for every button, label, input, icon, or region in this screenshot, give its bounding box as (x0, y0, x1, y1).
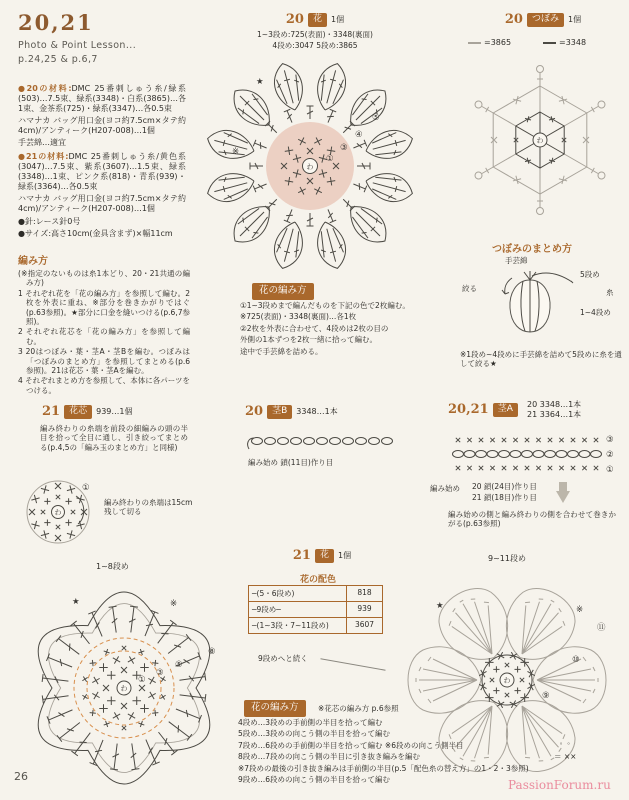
core21-diagram (18, 470, 98, 550)
color-range: ─(5・6段め) (249, 586, 347, 601)
stemA-thread-20: 20 3348…1本 (527, 400, 582, 409)
flower20-heading (240, 12, 390, 27)
page-refs: p.24,25 & p.6,7 (18, 54, 98, 65)
stemB-thread: 3348…1本 (296, 407, 338, 416)
flower-howto-line-4: 外側の1本ずつを2枚一緒に拾って編む。 (240, 335, 378, 345)
materials-21-frame: ハマナカ バッグ用口金(ヨコ約7.5cm×タテ約4cm)/アンティーク(H207-008)…1個 (18, 194, 186, 213)
method-step-1: 1 それぞれ花を「花の編み方」を参照して編む。2枚を外表に重ね、※部分を巻きかがりではぐ(p.63参照)。★部分に口金を縫いつける(p.6,7参照)。 (18, 288, 190, 327)
chain-row (252, 438, 393, 445)
row-1-label: ① (606, 465, 614, 475)
materials-21-text: DMC 25番刺しゅう糸/黄色系(3047)…7.5束、紫系(3607)…1.5束、緑系(3348)…1束、ピンク系(818)・青系(939)・緑系(3364)…各0.5束 (18, 152, 187, 191)
bud20-heading (468, 12, 618, 27)
stemA-diagram (448, 424, 620, 480)
core21-badge: 花芯 (64, 405, 92, 419)
round-5-label: ⑤ (372, 113, 380, 123)
color-table-title: 花の配色 (299, 575, 336, 585)
materials-20-cotton: 手芸綿…適宜 (18, 138, 66, 147)
color-number: 3607 (354, 620, 375, 629)
page-title: 20,21 (18, 10, 94, 35)
core21-thread: 939…1個 (96, 407, 133, 416)
flower20-diagram (198, 54, 423, 279)
color-table (248, 585, 383, 634)
stitch-legend-symbols: ゜゜ (560, 742, 575, 751)
flower20-note1: 1~3段め:725(表面)・3348(裏面) (257, 30, 373, 39)
flower21-howto-badge: 花の編み方 (244, 700, 306, 717)
bud20-number: 20 (504, 12, 523, 27)
color-number: 939 (357, 604, 372, 613)
materials-needle: ●針:レース針0号 (18, 217, 81, 226)
materials-20-label: ●20の材料: (18, 84, 72, 93)
color-number: 818 (357, 588, 372, 597)
page-number: 26 (14, 770, 28, 783)
howto-line-3: 7段め…6段めの手前側の半目を拾って編む ※6段めの向こう側半目 (238, 740, 464, 750)
gray-arrow-head (556, 491, 570, 503)
howto-line-4: 8段め…7段めの向こう側の半目に引き抜き編みを編む (238, 752, 421, 762)
stemB-badge: 茎B (267, 405, 292, 419)
stemB-start-label: 編み始め 鎖(11目)作り目 (248, 458, 334, 467)
stemA-thread-21: 21 3364…1本 (527, 410, 582, 419)
core21-number: 21 (42, 404, 61, 419)
flower21-heading (262, 548, 382, 563)
cotton-label: 手芸綿 (505, 256, 528, 265)
flower20-badge: 花 (308, 13, 327, 27)
row5-label: 5段め (580, 270, 600, 279)
yarn-swatch-gray (468, 42, 481, 44)
round-3-label: ③ (340, 143, 348, 153)
stemB-diagram (245, 428, 400, 454)
round-1-label: ① (326, 154, 334, 164)
knitting-method-title: 編み方 (18, 256, 48, 267)
top-stitch-row (456, 438, 598, 442)
asterisk-mark: ※ (576, 605, 584, 615)
bud20-badge: つぼみ (527, 13, 564, 27)
method-step-3: 3 20はつぼみ・葉・茎A・茎Bを編む。つぼみは「つぼみのまとめ方」を参照してまとめる(p.6参照)。21は花芯・葉・茎Aを編む。 (18, 347, 190, 376)
flower21-howto-lines (238, 718, 554, 786)
yarn-legend-3348 (543, 38, 586, 48)
stemA-badge: 茎A (493, 403, 518, 417)
howto-line-2: 5段め…3段めの向こう側の半目を拾って編む (238, 729, 391, 739)
gray-arrow (556, 482, 570, 503)
stemA-start-label: 編み始め (430, 484, 460, 493)
flower20-number: 20 (285, 12, 304, 27)
materials-20-text: DMC 25番刺しゅう糸/緑系(503)…7.5束、緑系(3348)・白系(3865)…各1束、金茶系(725)・緑系(3347)…各0.5束 (18, 84, 186, 113)
knitting-method (18, 252, 190, 396)
continue-note: 9段めへと続く (258, 654, 308, 663)
chain-row (453, 451, 602, 458)
stemA-heading (448, 402, 518, 417)
stemB-number: 20 (245, 404, 264, 419)
lesson-note: Photo & Point Lesson... (18, 40, 137, 51)
flower20-note2: 4段め:3047 5段め:3865 (272, 41, 358, 50)
round-8-label: ⑧ (208, 647, 216, 657)
knitting-method-steps (18, 269, 190, 395)
rows1-4-label: 1~4段め (580, 308, 611, 317)
squeeze-arrow (502, 278, 512, 294)
thread-label: 糸 (606, 288, 614, 297)
flower-howto-line-3: ②2枚を外表に合わせて、4段めは2枚の目の (240, 323, 389, 333)
round-5-label: ⑤ (175, 660, 183, 670)
core21-note: 編み終わりの糸端を前段の細編みの頭の半目を拾って全目に通し、引き絞ってまとめる(p.4,5の「編み玉のまとめ方」と同様) (40, 424, 188, 452)
asterisk-mark: ※ (170, 599, 178, 609)
star-mark: ★ (72, 597, 80, 607)
materials-21-label: ●21の材料: (18, 152, 69, 161)
stemB-heading (245, 404, 338, 419)
yarn-legend-3348-text: =3348 (559, 38, 587, 47)
materials-size: ●サイズ:高さ10cm(金具含まず)×幅11cm (18, 229, 173, 238)
core21-heading (42, 404, 132, 419)
magic-ring-label: わ (503, 676, 511, 685)
materials-block (18, 84, 186, 241)
star-mark: ★ (256, 77, 264, 87)
yarn-swatch-dark (543, 42, 556, 44)
color-table-row (249, 601, 382, 617)
core21-cut-note: 編み終わりの糸端は15cm残して切る (104, 498, 193, 517)
yarn-legend-3865 (468, 38, 511, 48)
magic-ring-label: わ (54, 508, 62, 517)
magic-ring-label: わ (306, 163, 314, 171)
round-10-label: ⑩ (572, 655, 580, 665)
bud-assembly-title: つぼみのまとめ方 (492, 244, 572, 255)
flower-howto-line-2: ※725(表面)・3348(裏面)…各1枚 (240, 312, 357, 322)
flower-howto-line-1: ①1~3段めまで編んだものを下記の色で2枚編む。 (240, 301, 410, 310)
bud-assembly-note: ※1段め~4段めに手芸綿を詰めて5段めに糸を通して絞る★ (460, 350, 622, 369)
continue-pointer-line (320, 658, 385, 670)
round-4-label: ④ (355, 130, 363, 140)
bud20-diagram (448, 52, 629, 232)
squeeze-label: 絞る (462, 284, 477, 293)
flower21-badge: 花 (315, 549, 334, 563)
round-11-label: ⑪ (597, 623, 606, 633)
howto-line-5: ※7段めの最後の引き抜き編みは手前側の半目(p.5「配色糸の替え方」の1・2・3参照) (238, 763, 529, 773)
stemA-note: 編み始めの側と編み終わりの側を合わせて巻きかがる(p.63参照) (448, 510, 616, 529)
method-step-2: 2 それぞれ花芯を「花の編み方」を参照して編む。 (18, 327, 190, 346)
stemA-cast-20: 20 鎖(24目)作り目 (472, 482, 537, 491)
method-note: (※指定のないものは糸1本どり、20・21共通の編み方) (18, 269, 190, 288)
gray-arrow-stem (559, 482, 567, 491)
materials-20-frame: ハマナカ バッグ用口金(ヨコ約7.5cm×タテ約4cm)/アンティーク(H207-008)…1個 (18, 116, 186, 135)
method-step-4: 4 それぞれまとめ方を参照して、本体に各パーツをつける。 (18, 376, 190, 395)
bud-assembly-diagram (484, 268, 576, 344)
round-1-label: ① (82, 483, 90, 493)
stitch-legend-equals: ＝ ×× (554, 752, 577, 761)
color-table-row (249, 586, 382, 601)
howto-line-6: 9段め…6段めの向こう側の半目を拾って編む (238, 775, 391, 785)
color-range: ─(1~3段・7~11段め) (249, 618, 347, 633)
flower21-number: 21 (292, 548, 311, 563)
flower21-count: 1個 (338, 551, 352, 560)
stemA-cast-21: 21 鎖(18目)作り目 (472, 493, 537, 502)
round-1-label: ① (138, 675, 146, 685)
row-3-label: ③ (606, 435, 614, 445)
row-2-label: ② (606, 450, 614, 460)
round-9-label: ⑨ (542, 691, 550, 701)
flower21-howto-ref: ※花芯の編み方 p.6参照 (318, 704, 399, 713)
flower-howto-line-5: 途中で手芸綿を詰める。 (240, 346, 323, 356)
watermark: PassionForum.ru (508, 778, 611, 792)
bottom-stitch-row (456, 466, 598, 470)
flower21-rows1-8-diagram (12, 576, 237, 794)
materials-21 (18, 152, 186, 192)
magic-ring-label: わ (120, 684, 128, 693)
magic-ring-label: わ (536, 136, 544, 145)
materials-20 (18, 84, 186, 114)
bud20-count: 1個 (568, 15, 582, 24)
rows-9-11-label: 9~11段め (488, 554, 526, 563)
flower20-count: 1個 (331, 15, 345, 24)
asterisk-mark: ※ (232, 147, 240, 157)
flower-howto-badge: 花の編み方 (252, 283, 314, 300)
round-3-label: ③ (156, 668, 164, 678)
stemA-number: 20,21 (448, 402, 489, 417)
howto-line-1: 4段め…3段めの手前側の半目を拾って編む (238, 718, 383, 727)
star-mark: ★ (436, 601, 444, 611)
yarn-legend-3865-text: =3865 (484, 38, 512, 47)
flower-howto-lines (240, 301, 430, 358)
color-range: ─9段め─ (249, 602, 347, 617)
color-table-row (249, 617, 382, 633)
rows-1-8-label: 1~8段め (96, 562, 129, 571)
